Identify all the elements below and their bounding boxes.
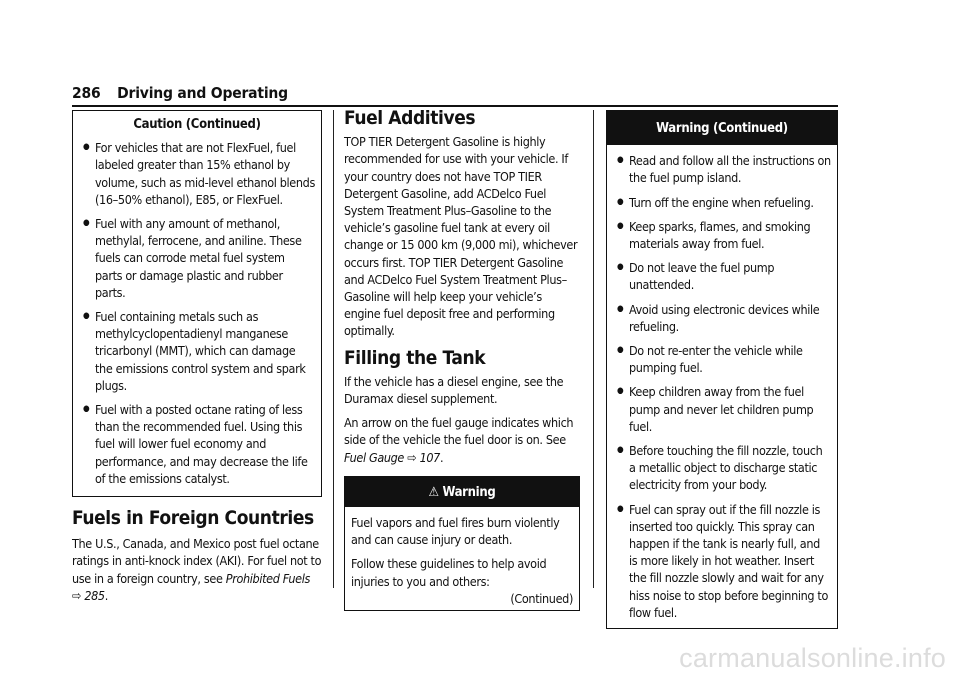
warning-item: ● Keep children away from the fuel pump and never let children pump fuel. xyxy=(613,383,831,435)
warning-header xyxy=(345,477,579,507)
warning-item: ● Do not re-enter the vehicle while pumping fuel. xyxy=(613,342,831,376)
warning-item: ● Turn off the engine when refueling. xyxy=(613,194,831,211)
caution-box xyxy=(72,110,322,497)
paragraph: An arrow on the fuel gauge indicates which side of the vehicle the fuel door is on. See Fuel Gauge ⇨ 107. xyxy=(344,415,574,465)
paragraph: TOP TIER Detergent Gasoline is highly recommended for use with your vehicle. If your country does not have TOP TIER Detergent Gasoline, add ACDelco Fuel System Treatment Plus–Gasoline to the vehicle’s gasoline fuel tank at every oil change or 15 000 km (9,000 mi), whichever occurs first. TOP TIER Detergent Gasoline and ACDelco Fuel System Treatment Plus–Gasoline will help keep your vehicle’s engine fuel deposit free and performing optimally. xyxy=(344,134,578,339)
warning-item: ● Before touching the fill nozzle, touch a metallic object to discharge static electricity from your body. xyxy=(613,442,831,494)
section-heading: Filling the Tank xyxy=(344,346,486,369)
continued-label: (Continued) xyxy=(510,590,573,606)
page-header xyxy=(72,84,288,102)
cross-reference-link[interactable]: Fuel Gauge ⇨ 107 xyxy=(344,449,440,465)
warning-title: Warning xyxy=(442,484,496,500)
caution-item: ● For vehicles that are not FlexFuel, fuel labeled greater than 15% ethanol by volume, such as mid-level ethanol blends (16–50% ethanol), E85, or FlexFuel. xyxy=(79,139,315,208)
warning-item: ● Keep sparks, flames, and smoking materials away from fuel. xyxy=(613,218,831,252)
caution-item: ● Fuel with any amount of methanol, methylal, ferrocene, and aniline. These fuels can corrode metal fuel system parts or damage plastic and rubber parts. xyxy=(79,215,315,301)
section-heading: Fuels in Foreign Countries xyxy=(72,507,314,530)
caution-title: Caution (Continued) xyxy=(133,117,261,132)
warning-box xyxy=(344,476,580,611)
column-2 xyxy=(344,107,580,611)
column-3 xyxy=(606,110,838,629)
column-divider xyxy=(333,110,334,588)
warning-continued-title: Warning (Continued) xyxy=(607,111,837,145)
warning-item: ● Fuel can spray out if the fill nozzle is inserted too quickly. This spray can happen if the tank is nearly full, and is more likely in hot weather. Insert the fill nozzle slowly and wait for any hiss noise to stop before beginning to flow fuel. xyxy=(613,501,831,621)
warning-text: Fuel vapors and fuel fires burn violently and can cause injury or death. xyxy=(351,515,560,548)
cross-reference-link[interactable]: Prohibited Fuels ⇨ 285 xyxy=(72,570,311,603)
column-divider xyxy=(593,110,594,588)
paragraph: The U.S., Canada, and Mexico post fuel octane ratings in anti-knock index (AKI). For fuel not to use in a foreign country, see Prohibited Fuels ⇨ 285. xyxy=(72,536,322,603)
warning-item: ● Do not leave the fuel pump unattended. xyxy=(613,259,831,293)
caution-item: ● Fuel containing metals such as methylcyclopentadienyl manganese tricarbonyl (MMT), which can damage the emissions control system and spark plugs. xyxy=(79,308,315,394)
watermark: carmanualsonline.info xyxy=(679,643,946,673)
paragraph: If the vehicle has a diesel engine, see the Duramax diesel supplement. xyxy=(344,373,564,407)
caution-list xyxy=(73,139,321,487)
warning-text: Follow these guidelines to help avoid injuries to you and others: xyxy=(351,556,547,589)
section-title: Driving and Operating xyxy=(117,84,288,102)
warning-body xyxy=(345,507,579,610)
caution-item: ● Fuel with a posted octane rating of less than the recommended fuel. Using this fuel will lower fuel economy and performance, and may decrease the life of the emissions catalyst. xyxy=(79,401,315,487)
page-ref-icon: ⇨ xyxy=(72,587,82,603)
warning-item: ● Read and follow all the instructions on the fuel pump island. xyxy=(613,152,831,186)
column-1 xyxy=(72,110,322,604)
warning-item: ● Avoid using electronic devices while refueling. xyxy=(613,301,831,335)
warning-list xyxy=(607,145,837,621)
section-heading: Fuel Additives xyxy=(344,107,476,129)
page-ref-icon: ⇨ xyxy=(407,449,417,465)
warning-continued-box xyxy=(606,110,838,629)
page-number: 286 xyxy=(72,84,101,102)
warning-icon: ⚠ xyxy=(428,484,439,500)
